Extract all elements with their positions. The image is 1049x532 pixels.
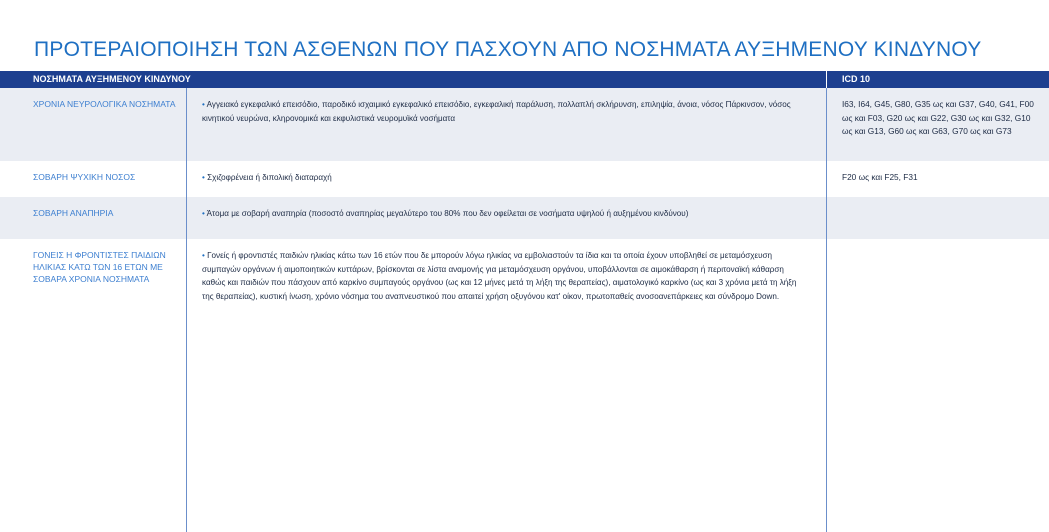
table-row <box>0 239 1049 532</box>
row-category: ΣΟΒΑΡΗ ΨΥΧΙΚΗ ΝΟΣΟΣ <box>33 172 136 182</box>
header-diseases: ΝΟΣΗΜΑΤΑ ΑΥΞΗΜΕΝΟΥ ΚΙΝΔΥΝΟΥ <box>33 74 191 84</box>
row-description-text: Σχιζοφρένεια ή διπολική διαταραχή <box>207 173 332 182</box>
row-description <box>202 207 802 221</box>
table-header <box>0 71 1049 88</box>
row-category: ΣΟΒΑΡΗ ΑΝΑΠΗΡΙΑ <box>33 208 114 218</box>
row-description <box>202 171 802 185</box>
row-icd: F20 ως και F25, F31 <box>842 172 918 182</box>
row-category: ΧΡΟΝΙΑ ΝΕΥΡΟΛΟΓΙΚΑ ΝΟΣΗΜΑΤΑ <box>33 99 176 109</box>
header-icd10: ICD 10 <box>842 74 871 84</box>
bullet-icon: • <box>202 173 205 182</box>
row-description-text: Γονείς ή φροντιστές παιδιών ηλικίας κάτω των 16 ετών που δε μπορούν λόγω ηλικίας να εμβολιαστούν τα ίδια και τα οποία έχουν υποβληθεί σε μεταμόσχευση συμπαγών οργάνων ή αιμοποιητικών κυττάρων, βρίσκονται σε λίστα αναμονής για μεταμόσχευση οργάνου, υποβάλλονται σε αιμοκάθαρση ή περιτοναϊκή κάθαρση καθώς και παιδιών που πάσχουν από καρκίνο συμπαγούς οργάνου (ως και 12 μήνες μετά τη λήξη της θεραπείας), αιματολογικό καρκίνο (ως και 3 χρόνια μετά τη λήξη της θεραπείας), κυστική ίνωση, χρόνιο νόσημα του αναπνευστικού που απαιτεί χρήση οξυγόνου κατ' οίκον, πρωτοπαθείς ανοσοανεπάρκειες και σύνδρομο Down. <box>202 251 797 301</box>
bullet-icon: • <box>202 100 205 109</box>
row-icd: I63, I64, G45, G80, G35 ως και G37, G40, G41, F00 ως και F03, G20 ως και G22, G30 ως και G32, G10 ως και G13, G60 ως και G63, G70 ως και G73 <box>842 99 1034 136</box>
bullet-icon: • <box>202 251 205 260</box>
row-description <box>202 249 802 303</box>
row-category: ΓΟΝΕΙΣ Η ΦΡΟΝΤΙΣΤΕΣ ΠΑΙΔΙΩΝ ΗΛΙΚΙΑΣ ΚΑΤΩ ΤΩΝ 16 ΕΤΩΝ ΜΕ ΣΟΒΑΡΑ ΧΡΟΝΙΑ ΝΟΣΗΜΑΤΑ <box>33 250 166 284</box>
column-divider <box>826 88 827 532</box>
table-row <box>0 197 1049 239</box>
row-description-text: Αγγειακό εγκεφαλικό επεισόδιο, παροδικό ισχαιμικό εγκεφαλικό επεισόδιο, εγκεφαλική παράλυση, πολλαπλή σκλήρυνση, επιληψία, άνοια, νόσος Πάρκινσον, νόσος κινητικού νευρώνα, κληρονομικά και εκφυλιστικά νευρομυϊκά νοσήματα <box>202 100 791 123</box>
table-row <box>0 88 1049 161</box>
table-row <box>0 161 1049 197</box>
column-divider <box>186 88 187 532</box>
bullet-icon: • <box>202 209 205 218</box>
row-description-text: Άτομα με σοβαρή αναπηρία (ποσοστό αναπηρίας μεγαλύτερο του 80% που δεν οφείλεται σε νοσήματα υψηλού ή αυξημένου κινδύνου) <box>206 209 689 218</box>
header-divider <box>826 71 827 88</box>
page-title: ΠΡΟΤΕΡΑΙΟΠΟΙΗΣΗ ΤΩΝ ΑΣΘΕΝΩΝ ΠΟΥ ΠΑΣΧΟΥΝ ΑΠΟ ΝΟΣΗΜΑΤΑ ΑΥΞΗΜΕΝΟΥ ΚΙΝΔΥΝΟΥ <box>34 38 982 61</box>
row-description <box>202 98 802 125</box>
